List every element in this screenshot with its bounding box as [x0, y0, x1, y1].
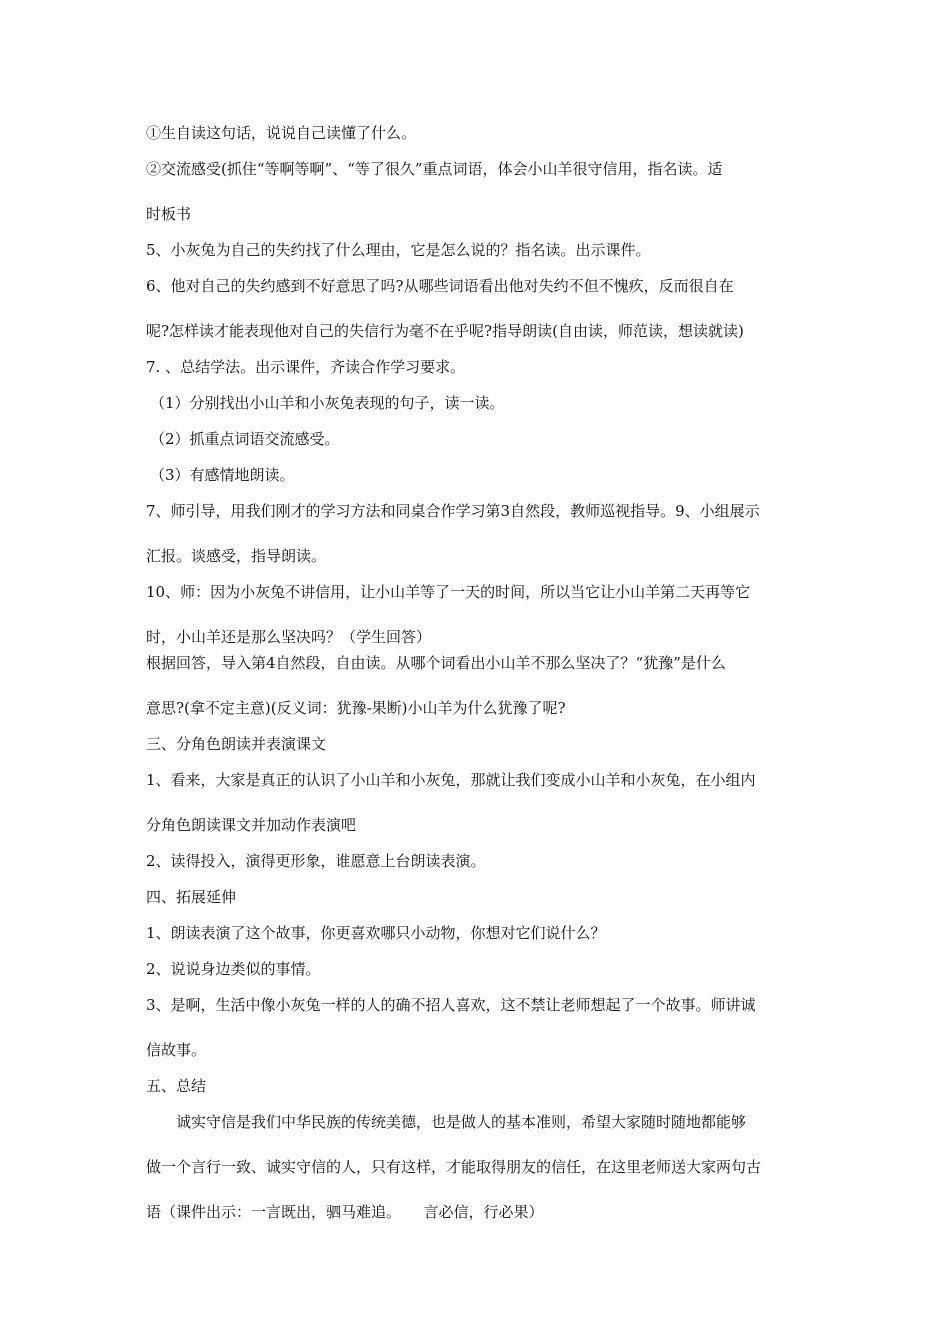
text-line: 时，小山羊还是那么坚决吗？（学生回答）: [146, 628, 432, 646]
text-line: ②交流感受(抓住“等啊等啊”、“等了很久”重点词语，体会小山羊很守信用，指名读。适: [146, 160, 723, 178]
text-line: ①生自读这句话，说说自己读懂了什么。: [146, 124, 417, 142]
text-line: 诚实守信是我们中华民族的传统美德，也是做人的基本准则，希望大家随时随地都能够: [176, 1113, 747, 1131]
text-line: 汇报。谈感受，指导朗读。: [146, 547, 327, 565]
text-line: 10、师：因为小灰兔不讲信用，让小山羊等了一天的时间，所以当它让小山羊第二天再等它: [146, 583, 751, 601]
text-line: 7、师引导，用我们刚才的学习方法和同桌合作学习第3自然段，教师巡视指导。9、小组展示: [146, 502, 760, 520]
text-line: 1、朗读表演了这个故事，你更喜欢哪只小动物，你想对它们说什么？: [146, 924, 606, 942]
text-line: 分角色朗读课文并加动作表演吧: [146, 816, 357, 834]
text-line: 意思?(拿不定主意)(反义词：犹豫-果断)小山羊为什么犹豫了呢?: [146, 699, 566, 717]
text-line: 1、看来，大家是真正的认识了小山羊和小灰兔，那就让我们变成小山羊和小灰兔，在小组内: [146, 771, 756, 789]
text-line: 6、他对自己的失约感到不好意思了吗?从哪些词语看出他对失约不但不愧疚，反而很自在: [146, 277, 734, 295]
section-heading: 四、拓展延伸: [146, 888, 237, 906]
text-line: 2、说说身边类似的事情。: [146, 960, 321, 978]
document-body: [146, 120, 810, 1225]
section-heading: 五、总结: [146, 1077, 207, 1095]
text-line: 语（课件出示：一言既出，驷马难追。 言必信，行必果）: [146, 1203, 544, 1221]
text-line: 呢?怎样读才能表现他对自己的失信行为毫不在乎呢?指导朗读(自由读，师范读，想读就读): [146, 322, 744, 340]
text-line: 信故事。: [146, 1041, 207, 1059]
list-item: （3）有感情地朗读。: [150, 466, 295, 484]
list-item: （2）抓重点词语交流感受。: [150, 430, 340, 448]
text-line: 5、小灰兔为自己的失约找了什么理由，它是怎么说的？指名读。出示课件。: [146, 241, 651, 259]
text-line: 根据回答，导入第4自然段，自由读。从哪个词看出小山羊不那么坚决了？“犹豫”是什么: [146, 654, 726, 672]
text-line: 时板书: [146, 205, 192, 223]
text-line: 3、是啊，生活中像小灰兔一样的人的确不招人喜欢，这不禁让老师想起了一个故事。师讲诚: [146, 996, 756, 1014]
list-item: （1）分别找出小山羊和小灰兔表现的句子，读一读。: [150, 394, 505, 412]
text-line: 2、读得投入，演得更形象，谁愿意上台朗读表演。: [146, 852, 486, 870]
text-line: 7. 、总结学法。出示课件，齐读合作学习要求。: [146, 358, 466, 376]
section-heading: 三、分角色朗读并表演课文: [146, 735, 327, 753]
text-line: 做一个言行一致、诚实守信的人，只有这样，才能取得朋友的信任，在这里老师送大家两句古: [146, 1158, 762, 1176]
